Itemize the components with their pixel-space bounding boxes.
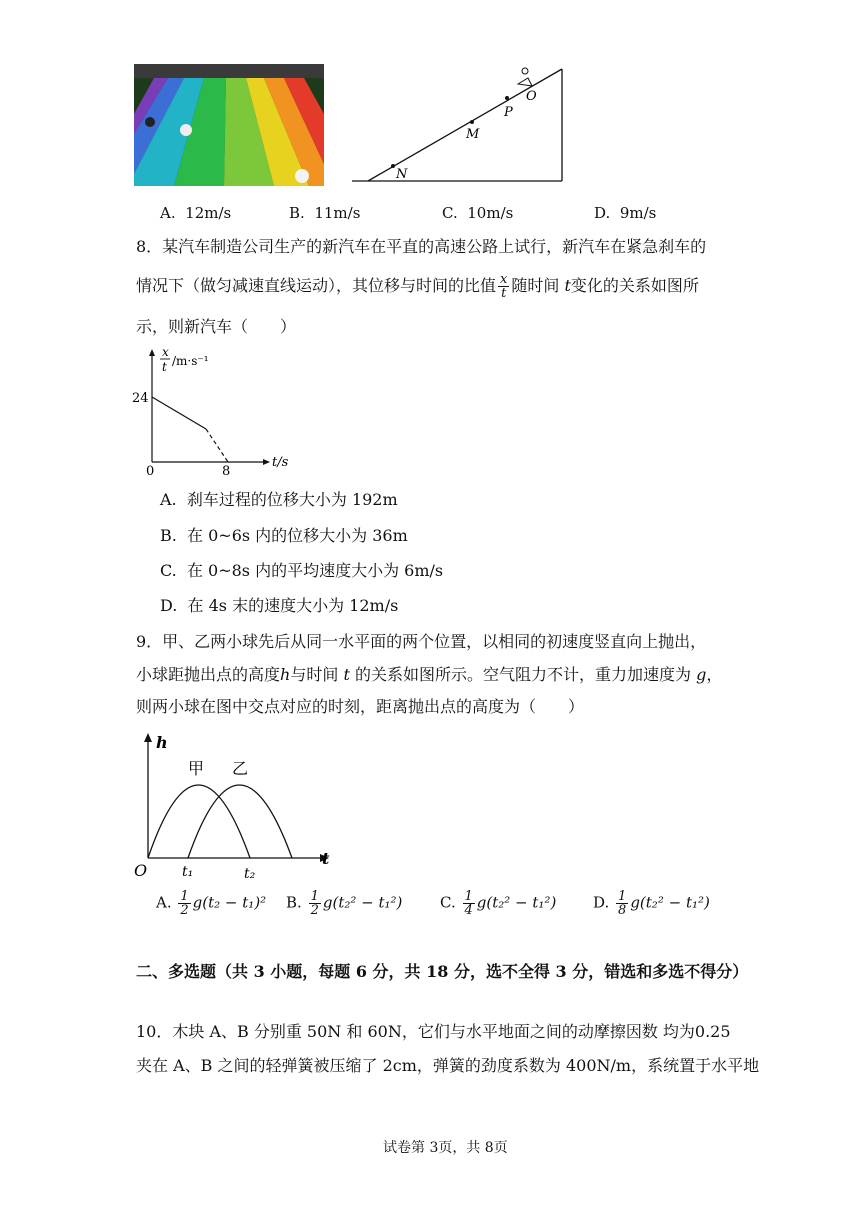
q10-stem-line1: 10．木块 A、B 分别重 50N 和 60N，它们与水平地面之间的动摩擦因数 均为0.25 — [136, 1022, 731, 1041]
q7-option-c: C. 10m/s — [442, 204, 514, 222]
q8-graph — [132, 345, 300, 479]
q9-option-a: A. $\frac{1}{2}$ g(t₂ − t₁)² — [156, 889, 267, 918]
label-p: P — [504, 105, 513, 120]
y-axis-unit: /m·s⁻¹ — [172, 354, 209, 368]
q9-stem-line1: 9．甲、乙两小球先后从同一水平面的两个位置，以相同的初速度竖直向上抛出， — [136, 632, 707, 651]
x-value-label: 8 — [222, 464, 231, 479]
label-o: O — [526, 89, 537, 104]
y-axis-den: t — [162, 360, 167, 374]
q9-option-c: C. $\frac{1}{4}$ g(t₂² − t₁²) — [440, 889, 557, 918]
label-n: N — [396, 167, 408, 182]
q9-graph — [132, 728, 342, 880]
q8-option-c: C. 在 0~8s 内的平均速度大小为 6m/s — [160, 561, 444, 580]
t-axis-label: t — [322, 849, 330, 868]
curve-jia-label: 甲 — [188, 759, 205, 778]
q9-option-d: D. $\frac{1}{8}$ g(t₂² − t₁²) — [593, 889, 710, 918]
q8-option-b: B. 在 0~6s 内的位移大小为 36m — [160, 526, 408, 545]
q8-stem-line3: 示，则新汽车（ ） — [136, 317, 297, 336]
q9-stem-line2: 小球距抛出点的高度h与时间 t 的关系如图所示。空气阻力不计，重力加速度为 g， — [136, 665, 723, 684]
q9-stem-line3: 则两小球在图中交点对应的时刻，距离抛出点的高度为（ ） — [136, 697, 585, 716]
q7-option-d: D. 9m/s — [594, 204, 657, 222]
incline-diagram — [350, 62, 570, 186]
q7-option-a: A. 12m/s — [160, 204, 232, 222]
y-value-label: 24 — [132, 391, 149, 406]
t1-label: t₁ — [182, 864, 194, 880]
label-m: M — [466, 127, 480, 142]
page-footer: 试卷第 3页，共 8页 — [383, 1140, 508, 1156]
q10-stem-line2: 夹在 A、B 之间的轻弹簧被压缩了 2cm，弹簧的劲度系数为 400N/m，系统置于水平地 — [136, 1056, 760, 1075]
q8-stem-line1: 8．某汽车制造公司生产的新汽车在平直的高速公路上试行，新汽车在紧急刹车的 — [136, 237, 707, 256]
q7-option-b: B. 11m/s — [289, 204, 361, 222]
q8-option-d: D. 在 4s 末的速度大小为 12m/s — [160, 596, 399, 615]
t2-label: t₂ — [244, 866, 256, 882]
h-axis-label: h — [156, 733, 168, 752]
origin-label: 0 — [146, 464, 155, 479]
x-over-t-fraction: $\frac{x}{t}$ — [500, 272, 508, 301]
q9-option-b: B. $\frac{1}{2}$ g(t₂² − t₁²) — [286, 889, 403, 918]
section-heading-multiple-choice: 二、多选题（共 3 小题，每题 6 分，共 18 分，选不全得 3 分，错选和多选不得分） — [136, 962, 749, 981]
curve-yi-label: 乙 — [232, 759, 249, 778]
q8-option-a: A. 刹车过程的位移大小为 192m — [160, 490, 398, 509]
x-axis-label: t/s — [272, 455, 289, 470]
q8-stem-line2: 情况下（做匀减速直线运动），其位移与时间的比值 $\frac{x}{t}$ 随时间 t变化的关系如图所 — [136, 272, 699, 301]
origin-o-label: O — [134, 861, 148, 880]
rainbow-slide-photo — [134, 64, 324, 186]
y-axis-num: x — [162, 345, 169, 359]
